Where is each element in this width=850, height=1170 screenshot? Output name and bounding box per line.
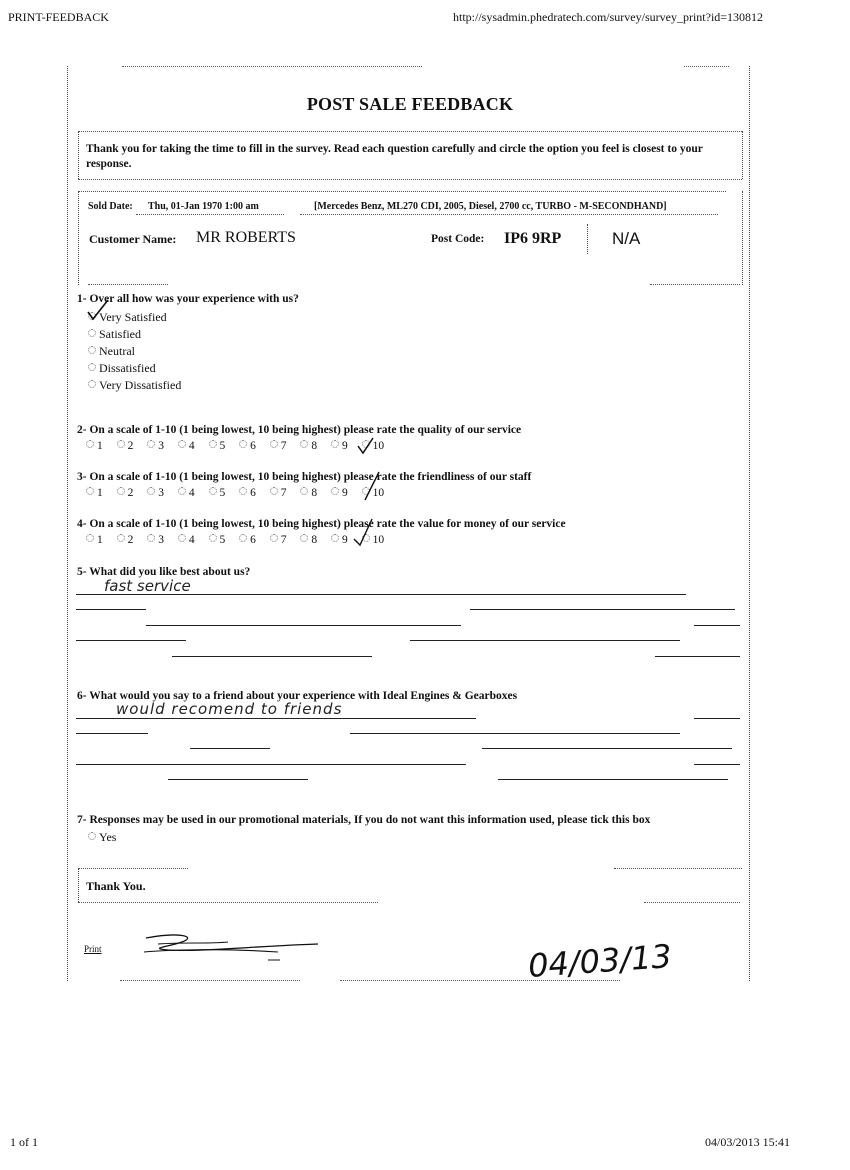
q3-question: 3- On a scale of 1-10 (1 being lowest, 10 being highest) please rate the friendliness of our staff xyxy=(77,471,532,483)
q1-option-very-satisfied[interactable]: Very Satisfied xyxy=(88,310,167,325)
q4-option-4[interactable]: 4 xyxy=(178,534,195,546)
q3-option-7[interactable]: 7 xyxy=(270,487,287,499)
sold-date-underline xyxy=(136,214,284,215)
q6-question: 6- What would you say to a friend about your experience with Ideal Engines & Gearboxes xyxy=(77,690,518,702)
q7-checkbox-yes[interactable] xyxy=(88,832,96,840)
thanks-box-bottom-right xyxy=(644,902,740,903)
print-header-title: PRINT-FEEDBACK xyxy=(8,10,109,24)
handwritten-date: 04/03/13 xyxy=(526,937,673,985)
q7-question: 7- Responses may be used in our promotional materials, If you do not want this information used, please tick this box xyxy=(77,814,651,826)
form-title: POST SALE FEEDBACK xyxy=(306,94,514,114)
q5-answer-line-5b xyxy=(655,656,740,657)
q2-question: 2- On a scale of 1-10 (1 being lowest, 10 being highest) please rate the quality of our service xyxy=(77,424,522,436)
q4-tick-mark-icon xyxy=(352,515,382,549)
thanks-text: Thank You. xyxy=(86,879,146,893)
intro-box-bottom xyxy=(78,179,742,180)
q3-option-3[interactable]: 3 xyxy=(147,487,164,499)
customer-name-label: Customer Name: xyxy=(89,232,177,246)
print-footer-datetime: 04/03/2013 15:41 xyxy=(705,1135,791,1149)
post-code-value: IP6 9RP xyxy=(504,230,562,247)
q5-answer-line-5a xyxy=(172,656,372,657)
form-top-border xyxy=(122,66,422,67)
details-box-right xyxy=(742,191,743,285)
q6-answer-line-5b xyxy=(498,779,728,780)
q6-answer-line-3b xyxy=(482,748,732,749)
q1-option-satisfied[interactable]: Satisfied xyxy=(88,327,141,342)
q1-radio-very-dissatisfied[interactable] xyxy=(88,380,96,388)
customer-name-value: MR ROBERTS xyxy=(196,229,296,246)
q3-option-2[interactable]: 2 xyxy=(117,487,134,499)
q5-answer-line-1 xyxy=(76,594,686,595)
na-box-divider xyxy=(587,224,588,254)
q4-option-9[interactable]: 9 xyxy=(331,534,348,546)
q3-option-8[interactable]: 8 xyxy=(300,487,317,499)
q3-scale[interactable] xyxy=(86,487,395,499)
q2-tick-mark-icon xyxy=(356,436,376,456)
q5-answer-handwritten[interactable]: fast service xyxy=(104,577,191,595)
q4-option-2[interactable]: 2 xyxy=(117,534,134,546)
sold-date-value: Thu, 01-Jan 1970 1:00 am xyxy=(148,201,259,212)
intro-box-top xyxy=(78,131,742,132)
q4-scale[interactable] xyxy=(86,534,395,546)
q3-option-5[interactable]: 5 xyxy=(209,487,226,499)
q2-option-2[interactable]: 2 xyxy=(117,440,134,452)
q6-answer-line-5a xyxy=(168,779,308,780)
q5-question: 5- What did you like best about us? xyxy=(77,566,251,578)
q6-answer-line-1a xyxy=(76,718,476,719)
q2-option-7[interactable]: 7 xyxy=(270,440,287,452)
print-header-url: http://sysadmin.phedratech.com/survey/survey_print?id=130812 xyxy=(453,10,764,24)
intro-box-left xyxy=(78,131,79,179)
vehicle-details: [Mercedes Benz, ML270 CDI, 2005, Diesel, 2700 cc, TURBO - M-SECONDHAND] xyxy=(314,201,667,212)
q6-answer-line-4b xyxy=(694,764,740,765)
form-top-border-right xyxy=(684,66,729,67)
q2-option-9[interactable]: 9 xyxy=(331,440,348,452)
thanks-box-top-left xyxy=(78,868,188,869)
q1-option-very-dissatisfied[interactable]: Very Dissatisfied xyxy=(88,378,181,393)
q1-radio-satisfied[interactable] xyxy=(88,329,96,337)
q4-option-3[interactable]: 3 xyxy=(147,534,164,546)
q6-answer-line-3a xyxy=(190,748,270,749)
q4-option-6[interactable]: 6 xyxy=(239,534,256,546)
q5-answer-line-2a xyxy=(76,609,146,610)
form-bottom-border xyxy=(120,980,300,981)
thanks-box-left xyxy=(78,868,79,902)
q7-option-yes[interactable]: Yes xyxy=(88,830,116,845)
q4-question: 4- On a scale of 1-10 (1 being lowest, 10 being highest) please rate the value for money of our service xyxy=(77,518,566,530)
details-box-bottom-left xyxy=(88,284,168,285)
vehicle-underline xyxy=(300,214,718,215)
q1-radio-neutral[interactable] xyxy=(88,346,96,354)
thanks-box-top-right xyxy=(614,868,742,869)
q4-option-1[interactable]: 1 xyxy=(86,534,103,546)
q3-option-9[interactable]: 9 xyxy=(331,487,348,499)
q6-answer-line-2a xyxy=(76,733,148,734)
post-code-label: Post Code: xyxy=(431,233,485,245)
q1-question: 1- Over all how was your experience with us? xyxy=(77,293,299,305)
q5-answer-line-4b xyxy=(410,640,680,641)
q2-option-6[interactable]: 6 xyxy=(239,440,256,452)
q3-option-1[interactable]: 1 xyxy=(86,487,103,499)
sold-date-label: Sold Date: xyxy=(88,201,133,212)
q5-answer-line-2b xyxy=(470,609,735,610)
q1-option-dissatisfied[interactable]: Dissatisfied xyxy=(88,361,156,376)
details-box-left xyxy=(78,191,79,285)
q6-answer-line-4a xyxy=(76,764,466,765)
print-label: Print xyxy=(84,944,102,954)
q1-option-neutral[interactable]: Neutral xyxy=(88,344,135,359)
q3-option-6[interactable]: 6 xyxy=(239,487,256,499)
q3-option-10[interactable]: 10 xyxy=(362,487,385,499)
q2-option-10[interactable]: 10 xyxy=(362,440,385,452)
q5-answer-line-3b xyxy=(694,625,740,626)
q3-tick-mark-icon xyxy=(362,470,382,504)
q4-option-10[interactable]: 10 xyxy=(362,534,385,546)
intro-text: Thank you for taking the time to fill in the survey. Read each question carefully and circle the option you feel is closest to your response. xyxy=(86,143,703,170)
q2-option-5[interactable]: 5 xyxy=(209,440,226,452)
form-left-border xyxy=(67,66,68,981)
q1-radio-dissatisfied[interactable] xyxy=(88,363,96,371)
intro-box-right xyxy=(742,131,743,179)
q5-answer-line-3a xyxy=(146,625,461,626)
form-right-border xyxy=(749,66,750,981)
q2-option-1[interactable]: 1 xyxy=(86,440,103,452)
details-box-bottom-right xyxy=(650,284,740,285)
q3-option-4[interactable]: 4 xyxy=(178,487,195,499)
q4-option-7[interactable]: 7 xyxy=(270,534,287,546)
print-footer-page: 1 of 1 xyxy=(10,1135,38,1149)
q4-option-5[interactable]: 5 xyxy=(209,534,226,546)
details-box-top xyxy=(78,191,726,192)
q6-answer-line-2b xyxy=(350,733,680,734)
q6-answer-line-1b xyxy=(694,718,740,719)
q4-option-8[interactable]: 8 xyxy=(300,534,317,546)
q2-option-8[interactable]: 8 xyxy=(300,440,317,452)
signature-icon xyxy=(138,930,328,964)
q6-answer-handwritten[interactable]: would recomend to friends xyxy=(116,700,343,718)
q5-answer-line-4a xyxy=(76,640,186,641)
q2-option-4[interactable]: 4 xyxy=(178,440,195,452)
na-value: N/A xyxy=(612,229,641,248)
q2-scale[interactable] xyxy=(86,440,395,452)
q1-tick-mark-icon xyxy=(86,298,112,322)
q2-option-3[interactable]: 3 xyxy=(147,440,164,452)
thanks-box-bottom-left xyxy=(78,902,378,903)
